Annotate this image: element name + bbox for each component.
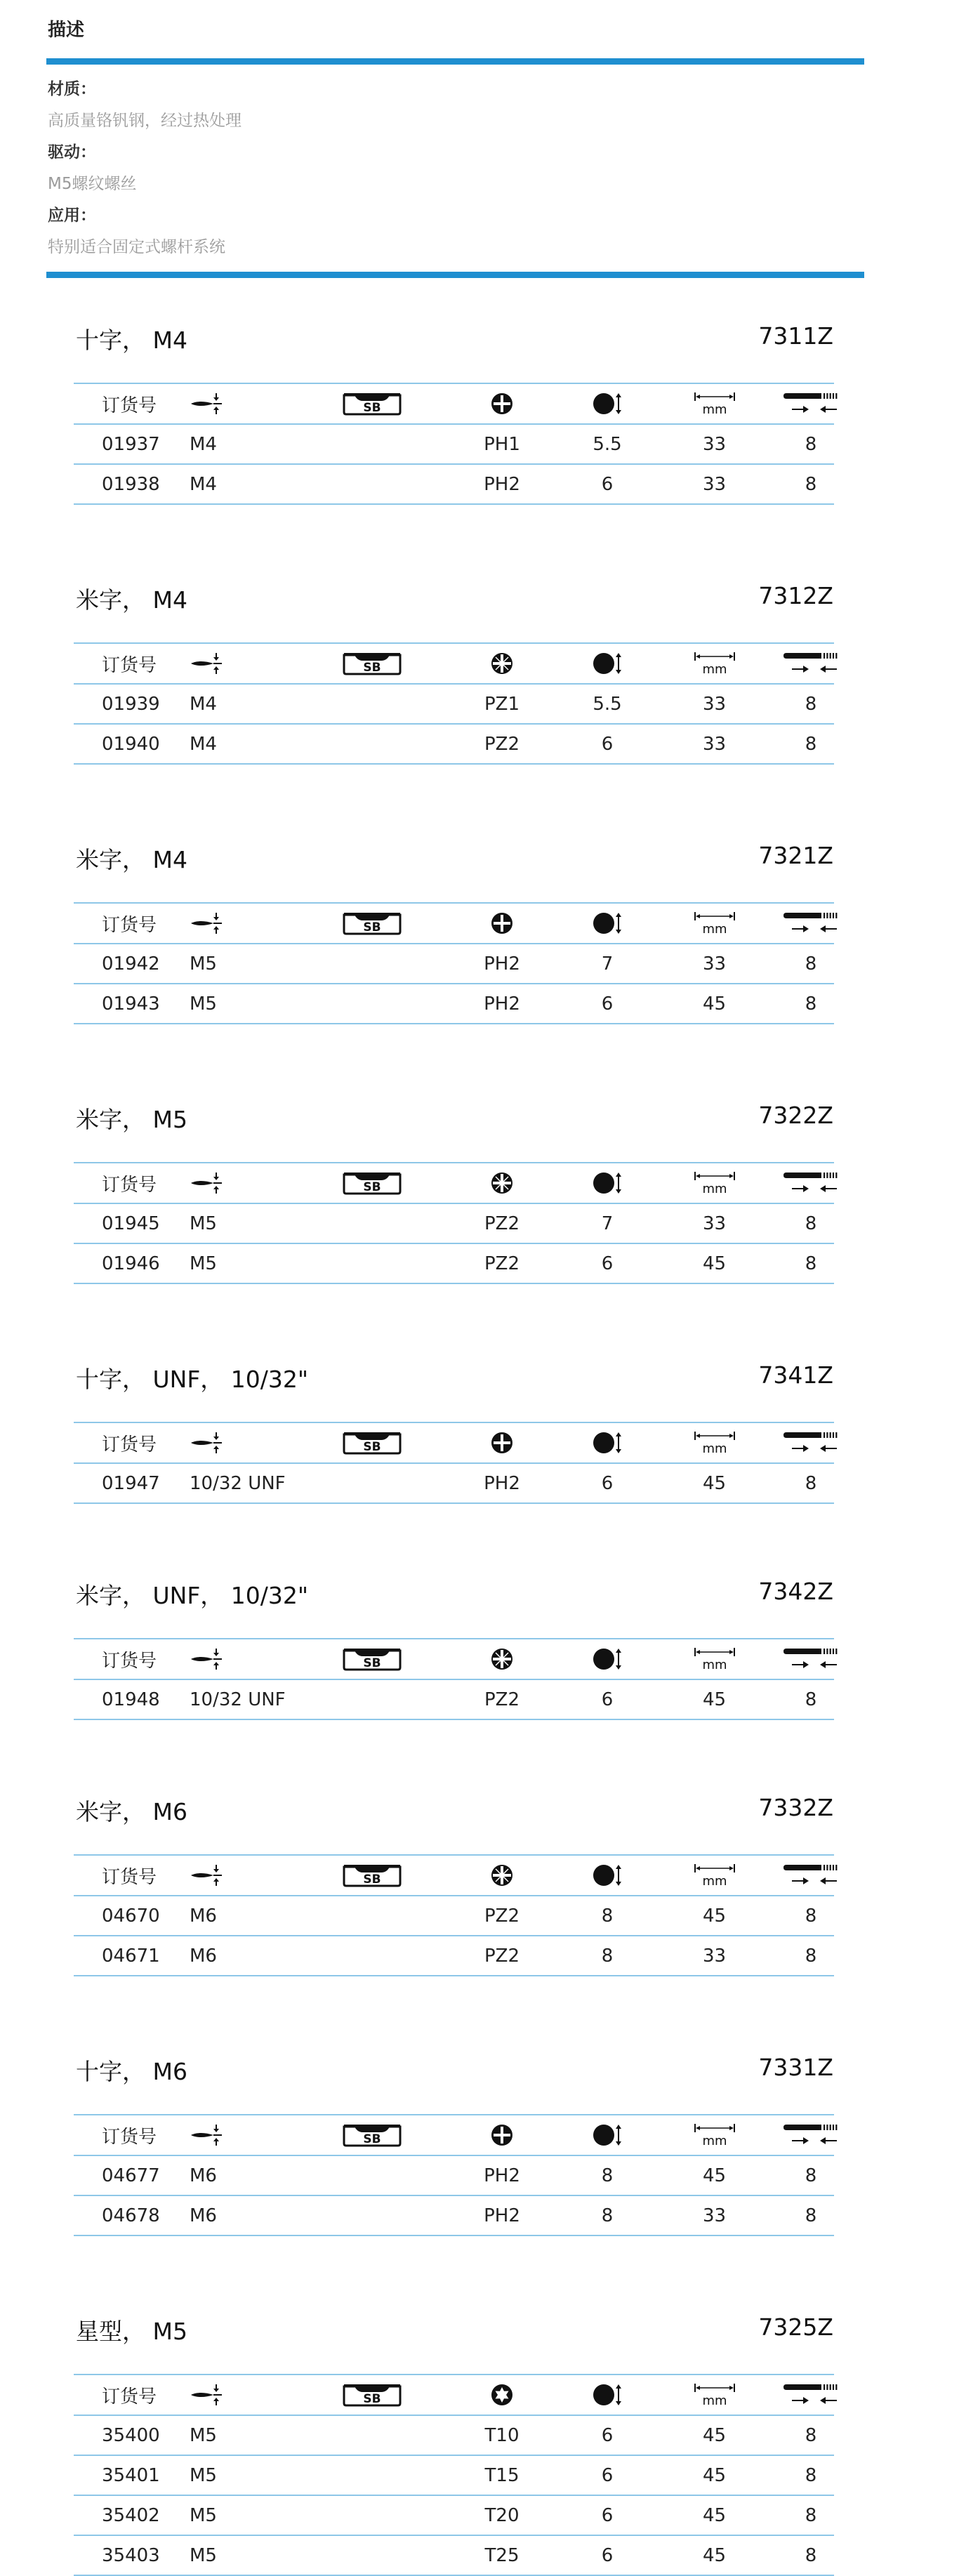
diameter-cell: 6 xyxy=(601,2544,614,2566)
svg-text:SB: SB xyxy=(363,2392,381,2406)
quantity-cell: 8 xyxy=(805,2205,817,2226)
drive-size-cell: PH2 xyxy=(484,473,520,495)
section-article-code: 7325Z xyxy=(758,2313,833,2341)
pack-quantity-icon xyxy=(776,384,846,423)
svg-text:mm: mm xyxy=(701,2393,727,2407)
drive-value: M5螺纹螺丝 xyxy=(48,175,137,193)
svg-text:SB: SB xyxy=(363,1872,381,1887)
thread-icon xyxy=(190,644,225,683)
length-mm-icon xyxy=(663,384,765,423)
section-title: 米字， M4 xyxy=(76,586,187,614)
sb-icon xyxy=(319,1423,425,1462)
drive-size-cell: PZ2 xyxy=(484,1689,520,1710)
table-row xyxy=(74,1464,834,1504)
product-table xyxy=(74,383,834,505)
thread-icon xyxy=(190,1639,225,1679)
table-row xyxy=(74,2536,834,2576)
thread-cell: 10/32 UNF xyxy=(190,1689,286,1710)
drive-size-cell: PZ2 xyxy=(484,733,520,755)
table-header-row xyxy=(74,1162,834,1204)
quantity-cell: 8 xyxy=(805,473,817,495)
length-mm-icon xyxy=(663,1423,765,1462)
diameter-cell: 8 xyxy=(601,1905,614,1927)
diameter-cell: 5.5 xyxy=(593,693,622,715)
order-number-header: 订货号 xyxy=(102,2386,157,2407)
quantity-cell: 8 xyxy=(805,1945,817,1967)
length-cell: 45 xyxy=(702,993,727,1015)
svg-text:SB: SB xyxy=(363,920,381,934)
order-number-cell: 01943 xyxy=(102,993,160,1015)
diameter-cell: 6 xyxy=(601,733,614,755)
quantity-cell: 8 xyxy=(805,693,817,715)
thread-cell: M5 xyxy=(190,2464,217,2486)
length-cell: 45 xyxy=(702,1472,727,1494)
thread-cell: M5 xyxy=(190,2424,217,2446)
svg-text:SB: SB xyxy=(363,401,381,415)
diameter-icon xyxy=(558,904,656,943)
diameter-icon xyxy=(558,1639,656,1679)
order-number-header: 订货号 xyxy=(102,654,157,676)
table-row xyxy=(74,465,834,505)
quantity-cell: 8 xyxy=(805,2464,817,2486)
pack-quantity-icon xyxy=(776,2115,846,2155)
product-table xyxy=(74,2114,834,2236)
drive-label: 驱动： xyxy=(48,143,96,161)
quantity-cell: 8 xyxy=(805,2424,817,2446)
length-cell: 33 xyxy=(702,953,727,975)
length-cell: 33 xyxy=(702,733,727,755)
svg-text:SB: SB xyxy=(363,2132,381,2146)
thread-cell: M5 xyxy=(190,2544,217,2566)
order-number-cell: 04671 xyxy=(102,1945,160,1967)
svg-text:mm: mm xyxy=(701,662,727,676)
phillips-icon xyxy=(453,904,551,943)
quantity-cell: 8 xyxy=(805,1213,817,1234)
diameter-cell: 6 xyxy=(601,2504,614,2526)
length-mm-icon xyxy=(663,2375,765,2415)
bottom-divider xyxy=(46,272,864,278)
order-number-cell: 01937 xyxy=(102,433,160,455)
diameter-cell: 6 xyxy=(601,1253,614,1274)
thread-cell: M5 xyxy=(190,1253,217,1274)
pozidriv-icon xyxy=(453,1163,551,1203)
section-title: 米字， M4 xyxy=(76,846,187,873)
thread-cell: M4 xyxy=(190,473,217,495)
table-row xyxy=(74,944,834,984)
diameter-icon xyxy=(558,1423,656,1462)
pozidriv-icon xyxy=(453,1856,551,1895)
table-row xyxy=(74,2416,834,2456)
table-row xyxy=(74,2156,834,2196)
section-article-code: 7312Z xyxy=(758,582,833,609)
order-number-header: 订货号 xyxy=(102,2126,157,2148)
quantity-cell: 8 xyxy=(805,1905,817,1927)
svg-text:SB: SB xyxy=(363,1656,381,1670)
length-cell: 45 xyxy=(702,2464,727,2486)
order-number-cell: 01946 xyxy=(102,1253,160,1274)
quantity-cell: 8 xyxy=(805,953,817,975)
product-table xyxy=(74,1162,834,1284)
description-heading: 描述 xyxy=(48,20,85,41)
material-value: 高质量铬钒钢，经过热处理 xyxy=(48,112,242,130)
table-row xyxy=(74,1936,834,1976)
thread-cell: M5 xyxy=(190,953,217,975)
length-mm-icon xyxy=(663,1163,765,1203)
pack-quantity-icon xyxy=(776,1856,846,1895)
section-article-code: 7332Z xyxy=(758,1794,833,1821)
product-table xyxy=(74,2374,834,2576)
thread-cell: M6 xyxy=(190,1905,217,1927)
pack-quantity-icon xyxy=(776,2375,846,2415)
drive-size-cell: T25 xyxy=(484,2544,520,2566)
application-value: 特别适合固定式螺杆系统 xyxy=(48,238,225,256)
diameter-cell: 7 xyxy=(601,953,614,975)
quantity-cell: 8 xyxy=(805,1689,817,1710)
order-number-header: 订货号 xyxy=(102,1650,157,1672)
length-cell: 33 xyxy=(702,693,727,715)
diameter-cell: 6 xyxy=(601,473,614,495)
order-number-cell: 35400 xyxy=(102,2424,160,2446)
length-cell: 45 xyxy=(702,2544,727,2566)
length-cell: 45 xyxy=(702,2165,727,2186)
order-number-header: 订货号 xyxy=(102,914,157,936)
diameter-cell: 6 xyxy=(601,993,614,1015)
quantity-cell: 8 xyxy=(805,433,817,455)
length-cell: 45 xyxy=(702,1253,727,1274)
diameter-cell: 8 xyxy=(601,2205,614,2226)
thread-cell: M6 xyxy=(190,2165,217,2186)
thread-cell: M6 xyxy=(190,1945,217,1967)
svg-text:SB: SB xyxy=(363,1440,381,1454)
quantity-cell: 8 xyxy=(805,1253,817,1274)
drive-size-cell: PH1 xyxy=(484,433,520,455)
diameter-cell: 6 xyxy=(601,2424,614,2446)
svg-text:mm: mm xyxy=(701,1441,727,1455)
section-article-code: 7311Z xyxy=(758,322,833,350)
product-table xyxy=(74,1638,834,1720)
svg-text:SB: SB xyxy=(363,661,381,675)
diameter-cell: 5.5 xyxy=(593,433,622,455)
section-article-code: 7342Z xyxy=(758,1578,833,1605)
drive-size-cell: PH2 xyxy=(484,2165,520,2186)
diameter-cell: 6 xyxy=(601,1689,614,1710)
order-number-cell: 01942 xyxy=(102,953,160,975)
order-number-header: 订货号 xyxy=(102,395,157,416)
product-table xyxy=(74,902,834,1024)
drive-size-cell: T15 xyxy=(484,2464,520,2486)
sb-icon xyxy=(319,2115,425,2155)
order-number-cell: 35402 xyxy=(102,2504,160,2526)
pack-quantity-icon xyxy=(776,1163,846,1203)
length-mm-icon xyxy=(663,1856,765,1895)
quantity-cell: 8 xyxy=(805,2165,817,2186)
pack-quantity-icon xyxy=(776,1639,846,1679)
thread-cell: M5 xyxy=(190,993,217,1015)
table-row xyxy=(74,1204,834,1244)
length-mm-icon xyxy=(663,644,765,683)
section-article-code: 7322Z xyxy=(758,1102,833,1129)
diameter-cell: 6 xyxy=(601,1472,614,1494)
quantity-cell: 8 xyxy=(805,2544,817,2566)
thread-icon xyxy=(190,1423,225,1462)
material-label: 材质： xyxy=(48,80,96,98)
table-row xyxy=(74,984,834,1024)
sb-icon xyxy=(319,384,425,423)
order-number-cell: 01940 xyxy=(102,733,160,755)
pack-quantity-icon xyxy=(776,644,846,683)
svg-text:SB: SB xyxy=(363,1180,381,1194)
sb-icon xyxy=(319,904,425,943)
pack-quantity-icon xyxy=(776,904,846,943)
section-title: 十字， UNF， 10/32" xyxy=(76,1366,309,1393)
pack-quantity-icon xyxy=(776,1423,846,1462)
order-number-cell: 04677 xyxy=(102,2165,160,2186)
svg-text:mm: mm xyxy=(701,1658,727,1672)
diameter-icon xyxy=(558,1163,656,1203)
table-header-row xyxy=(74,1854,834,1896)
product-table xyxy=(74,1854,834,1976)
order-number-cell: 01947 xyxy=(102,1472,160,1494)
length-cell: 33 xyxy=(702,473,727,495)
diameter-cell: 7 xyxy=(601,1213,614,1234)
pozidriv-icon xyxy=(453,644,551,683)
diameter-icon xyxy=(558,1856,656,1895)
section-title: 米字， M6 xyxy=(76,1798,187,1825)
length-cell: 33 xyxy=(702,1213,727,1234)
order-number-header: 订货号 xyxy=(102,1434,157,1455)
product-table xyxy=(74,1422,834,1504)
sb-icon xyxy=(319,1856,425,1895)
order-number-cell: 01938 xyxy=(102,473,160,495)
drive-size-cell: PH2 xyxy=(484,2205,520,2226)
thread-icon xyxy=(190,904,225,943)
table-header-row xyxy=(74,642,834,685)
length-cell: 45 xyxy=(702,2424,727,2446)
torx-icon xyxy=(453,2375,551,2415)
table-header-row xyxy=(74,383,834,425)
pozidriv-icon xyxy=(453,1639,551,1679)
length-cell: 33 xyxy=(702,433,727,455)
section-title: 十字， M6 xyxy=(76,2058,187,2085)
top-divider xyxy=(46,58,864,65)
table-header-row xyxy=(74,902,834,944)
table-row xyxy=(74,425,834,465)
drive-size-cell: PZ2 xyxy=(484,1253,520,1274)
table-header-row xyxy=(74,1638,834,1680)
thread-icon xyxy=(190,1163,225,1203)
thread-cell: M4 xyxy=(190,733,217,755)
sb-icon xyxy=(319,644,425,683)
sb-icon xyxy=(319,2375,425,2415)
order-number-cell: 04670 xyxy=(102,1905,160,1927)
diameter-cell: 8 xyxy=(601,1945,614,1967)
order-number-cell: 01948 xyxy=(102,1689,160,1710)
thread-icon xyxy=(190,2115,225,2155)
quantity-cell: 8 xyxy=(805,1472,817,1494)
diameter-icon xyxy=(558,384,656,423)
application-label: 应用： xyxy=(48,206,96,225)
drive-size-cell: PH2 xyxy=(484,993,520,1015)
section-title: 米字， UNF， 10/32" xyxy=(76,1582,309,1609)
drive-size-cell: PZ1 xyxy=(484,693,520,715)
drive-size-cell: PZ2 xyxy=(484,1905,520,1927)
quantity-cell: 8 xyxy=(805,733,817,755)
diameter-icon xyxy=(558,644,656,683)
length-mm-icon xyxy=(663,2115,765,2155)
diameter-icon xyxy=(558,2375,656,2415)
thread-cell: 10/32 UNF xyxy=(190,1472,286,1494)
thread-cell: M4 xyxy=(190,693,217,715)
svg-text:mm: mm xyxy=(701,402,727,416)
thread-cell: M4 xyxy=(190,433,217,455)
drive-size-cell: PZ2 xyxy=(484,1945,520,1967)
thread-icon xyxy=(190,1856,225,1895)
length-mm-icon xyxy=(663,1639,765,1679)
order-number-cell: 01945 xyxy=(102,1213,160,1234)
length-cell: 33 xyxy=(702,2205,727,2226)
quantity-cell: 8 xyxy=(805,993,817,1015)
section-title: 星型， M5 xyxy=(76,2318,187,2345)
length-cell: 45 xyxy=(702,2504,727,2526)
order-number-cell: 04678 xyxy=(102,2205,160,2226)
table-row xyxy=(74,2456,834,2496)
section-article-code: 7321Z xyxy=(758,842,833,869)
thread-cell: M6 xyxy=(190,2205,217,2226)
table-row xyxy=(74,1896,834,1936)
order-number-cell: 35401 xyxy=(102,2464,160,2486)
diameter-cell: 6 xyxy=(601,2464,614,2486)
drive-size-cell: PH2 xyxy=(484,1472,520,1494)
svg-text:mm: mm xyxy=(701,1182,727,1196)
table-row xyxy=(74,2196,834,2236)
sb-icon xyxy=(319,1639,425,1679)
section-title: 米字， M5 xyxy=(76,1106,187,1133)
svg-text:mm: mm xyxy=(701,922,727,936)
svg-text:mm: mm xyxy=(701,1874,727,1888)
order-number-header: 订货号 xyxy=(102,1174,157,1196)
diameter-icon xyxy=(558,2115,656,2155)
order-number-cell: 35403 xyxy=(102,2544,160,2566)
table-header-row xyxy=(74,2114,834,2156)
length-cell: 45 xyxy=(702,1905,727,1927)
section-title: 十字， M4 xyxy=(76,326,187,354)
drive-size-cell: PZ2 xyxy=(484,1213,520,1234)
order-number-header: 订货号 xyxy=(102,1866,157,1888)
length-mm-icon xyxy=(663,904,765,943)
order-number-cell: 01939 xyxy=(102,693,160,715)
phillips-icon xyxy=(453,384,551,423)
phillips-icon xyxy=(453,2115,551,2155)
table-row xyxy=(74,2496,834,2536)
thread-cell: M5 xyxy=(190,2504,217,2526)
drive-size-cell: T10 xyxy=(484,2424,520,2446)
phillips-icon xyxy=(453,1423,551,1462)
length-cell: 45 xyxy=(702,1689,727,1710)
section-article-code: 7341Z xyxy=(758,1361,833,1389)
drive-size-cell: PH2 xyxy=(484,953,520,975)
diameter-cell: 8 xyxy=(601,2165,614,2186)
table-header-row xyxy=(74,2374,834,2416)
table-row xyxy=(74,685,834,725)
quantity-cell: 8 xyxy=(805,2504,817,2526)
table-row xyxy=(74,725,834,765)
drive-size-cell: T20 xyxy=(484,2504,520,2526)
table-header-row xyxy=(74,1422,834,1464)
thread-icon xyxy=(190,384,225,423)
thread-icon xyxy=(190,2375,225,2415)
product-table xyxy=(74,642,834,765)
thread-cell: M5 xyxy=(190,1213,217,1234)
section-article-code: 7331Z xyxy=(758,2054,833,2081)
sb-icon xyxy=(319,1163,425,1203)
length-cell: 33 xyxy=(702,1945,727,1967)
svg-text:mm: mm xyxy=(701,2134,727,2148)
table-row xyxy=(74,1244,834,1284)
table-row xyxy=(74,1680,834,1720)
